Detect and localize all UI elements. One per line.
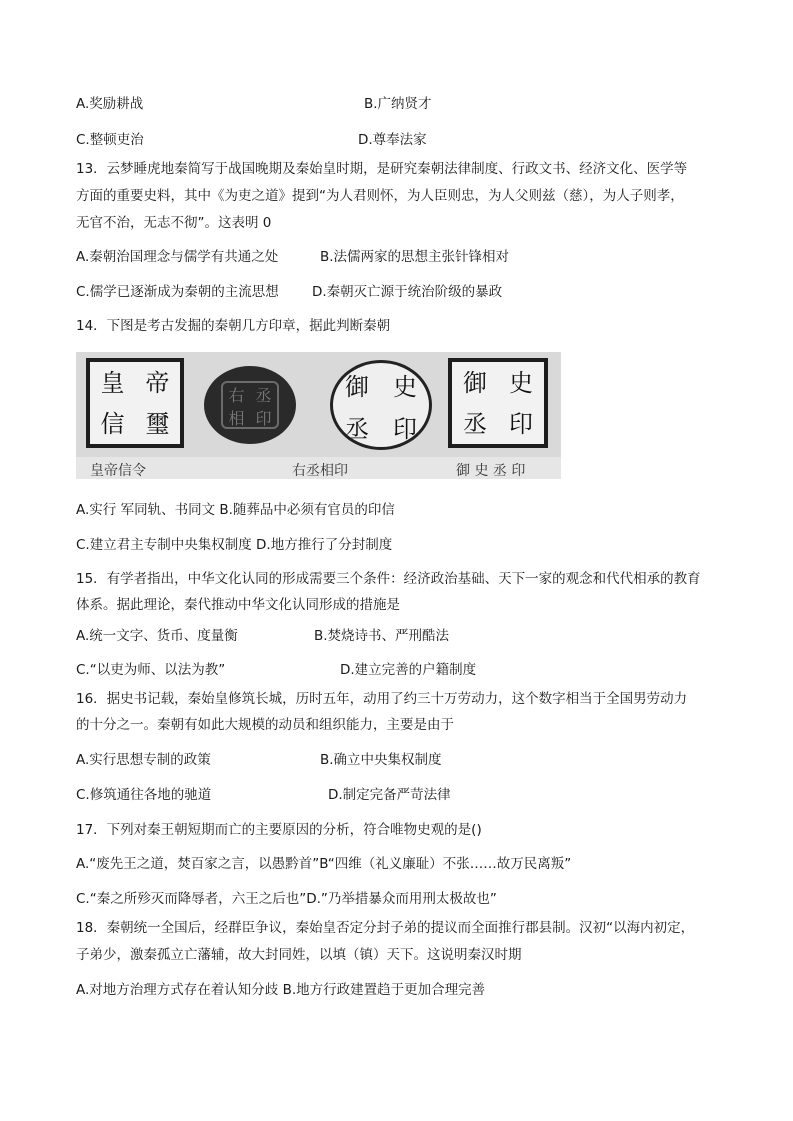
seal1-char: 璽 — [145, 409, 170, 438]
q15-option-c: C.“以吏为师、以法为教” — [76, 662, 226, 678]
q17-options-ab: A.“废先王之道，焚百家之言，以愚黔首”B“四维（礼义廉耻）不张……故万民离叛” — [76, 856, 572, 872]
seal2-char: 丞 — [255, 386, 272, 405]
seal-caption-3: 御 史 丞 印 — [456, 463, 526, 479]
q13-option-a: A.秦朝治国理念与儒学有共通之处 — [76, 249, 279, 265]
q13-option-d: D.秦朝灭亡源于统治阶级的暴政 — [312, 284, 503, 300]
seal2-char: 右 — [228, 386, 245, 405]
seal1-char: 帝 — [145, 368, 170, 397]
q13-stem-line2: 方面的重要史料，其中《为吏之道》提到“为人君则怀，为人臣则忠，为人父则兹（慈），为人子则孝， — [76, 188, 684, 204]
q13-stem-line1: 13．云梦睡虎地秦简写于战国晚期及秦始皇时期，是研究秦朝法律制度、行政文书、经济文化、医学等 — [76, 161, 688, 177]
q16-option-c: C.修筑通往各地的驰道 — [76, 787, 212, 803]
q14-options-ab: A.实行 军同轨、书同文 B.随葬品中必须有官员的印信 — [76, 502, 395, 518]
q14-stem: 14．下图是考古发掘的秦朝几方印章，据此判断秦朝 — [76, 318, 391, 334]
seal-yushi-round — [330, 360, 432, 450]
seal-youchengxiang — [204, 366, 296, 444]
seal-huangdi-xinxi — [86, 358, 184, 448]
q15-stem-line2: 体系。据此理论，秦代推动中华文化认同形成的措施是 — [76, 597, 400, 613]
seal4-char: 史 — [509, 368, 533, 397]
q18-stem-line1: 18．秦朝统一全国后，经群臣争议，秦始皇否定分封子弟的提议而全面推行郡县制。汉初“以海内初定， — [76, 920, 695, 936]
seal-yushi-chengyin — [448, 358, 548, 448]
q13-option-b: B.法儒两家的思想主张针锋相对 — [320, 249, 510, 265]
q15-option-d: D.建立完善的户籍制度 — [340, 662, 477, 678]
q12-option-c: C.整顿吏治 — [76, 132, 144, 148]
q13-stem-line3: 无官不治，无志不彻”。这表明 0 — [76, 215, 272, 231]
seal4-char: 印 — [509, 409, 533, 438]
q16-option-b: B.确立中央集权制度 — [320, 752, 442, 768]
seal2-char: 印 — [255, 409, 272, 428]
seal3-char: 丞 — [345, 414, 369, 443]
q12-option-a: A.奖励耕战 — [76, 96, 144, 112]
q15-option-a: A.统一文字、货币、度量衡 — [76, 628, 238, 644]
q12-option-b: B.广纳贤才 — [364, 96, 432, 112]
seal3-char: 史 — [393, 372, 417, 401]
q17-stem: 17．下列对秦王朝短期而亡的主要原因的分析，符合唯物史观的是() — [76, 822, 482, 838]
q17-options-cd: C.“秦之所殄灭而降辱者，六王之后也”D.”乃举措暴众而用刑太极故也” — [76, 891, 497, 907]
seal4-char: 丞 — [463, 409, 487, 438]
seal-captions — [76, 457, 561, 479]
q14-options-cd: C.建立君主专制中央集权制度 D.地方推行了分封制度 — [76, 537, 393, 553]
q16-stem-line1: 16．据史书记载，秦始皇修筑长城，历时五年，动用了约三十万劳动力，这个数字相当于全国男劳动力 — [76, 691, 688, 707]
seal2-frame — [221, 381, 279, 429]
seal2-char: 相 — [228, 409, 245, 428]
q15-stem-line1: 15．有学者指出，中华文化认同的形成需要三个条件：经济政治基础、天下一家的观念和代代相承的教育 — [76, 571, 701, 587]
q12-option-d: D.尊奉法家 — [358, 132, 427, 148]
seal-caption-2: 右丞相印 — [292, 463, 348, 479]
seal1-char: 信 — [100, 409, 125, 438]
q16-option-a: A.实行思想专制的政策 — [76, 752, 211, 768]
q16-option-d: D.制定完备严苛法律 — [328, 787, 451, 803]
seal4-char: 御 — [463, 368, 487, 397]
q15-option-b: B.焚烧诗书、严刑酷法 — [314, 628, 450, 644]
seal1-char: 皇 — [100, 368, 125, 397]
q18-stem-line2: 子弟少，激秦孤立亡藩辅，故大封同姓，以填（镇）天下。这说明秦汉时期 — [76, 947, 522, 963]
q18-options-ab: A.对地方治理方式存在着认知分歧 B.地方行政建置趋于更加合理完善 — [76, 982, 486, 998]
q13-option-c: C.儒学已逐渐成为秦朝的主流思想 — [76, 284, 279, 300]
seal3-char: 印 — [393, 414, 417, 443]
seal-image — [76, 352, 561, 479]
seal-caption-1: 皇帝信令 — [90, 463, 146, 479]
q16-stem-line2: 的十分之一。秦朝有如此大规模的动员和组织能力，主要是由于 — [76, 717, 454, 733]
seal3-char: 御 — [345, 372, 369, 401]
